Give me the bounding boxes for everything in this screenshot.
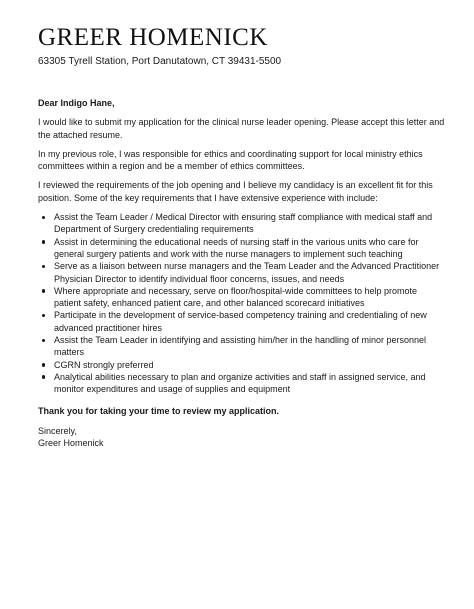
list-item: Where appropriate and necessary, serve on floor/hospital-wide committees to help promote patient safety, enhanced patient care, and other balanced scorecard initiatives: [38, 285, 446, 310]
applicant-address: 63305 Tyrell Station, Port Danutatown, CT 39431-5500: [38, 56, 282, 67]
signature-name: Greer Homenick: [38, 438, 104, 449]
list-item: Participate in the development of service-based competency training and credentialing of new advanced practitioner hires: [38, 309, 446, 334]
closing-line: Thank you for taking your time to review my application.: [38, 405, 280, 416]
salutation: Dear Indigo Hane,: [38, 98, 115, 108]
paragraph-intro: I would like to submit my application for the clinical nurse leader opening. Please accept this letter and the attached resume.: [38, 117, 445, 140]
list-item: Assist in determining the educational needs of nursing staff in the various units who care for general surgery patients and work with the nurse managers to implement such teaching: [38, 236, 446, 261]
list-item: Assist the Team Leader / Medical Director with ensuring staff compliance with medical staff and Department of Surgery credentialing requirements: [38, 211, 446, 236]
paragraph-previous-role: In my previous role, I was responsible for ethics and coordinating support for local ministry ethics committees within a region and be a member of ethics committees.: [38, 148, 423, 172]
experience-list: [38, 211, 446, 395]
paragraph-requirements: I reviewed the requirements of the job opening and I believe my candidacy is an excellent fit for this position. Some of the key requirements that I have extensive experience with include:: [38, 180, 433, 203]
list-item: CGRN strongly preferred: [38, 359, 446, 371]
list-item: Serve as a liaison between nurse managers and the Team Leader and the Advanced Practitioner Physician Director to identify individual floor concerns, issues, and needs: [38, 260, 446, 285]
applicant-name: GREER HOMENICK: [38, 24, 268, 51]
letter-body: [38, 97, 446, 449]
list-item: Analytical abilities necessary to plan and organize activities and staff in assigned service, and monitor expenditures and usage of supplies and equipment: [38, 371, 446, 396]
signoff: Sincerely,: [38, 425, 77, 436]
list-item: Assist the Team Leader in identifying and assisting him/her in the handling of minor personnel matters: [38, 334, 446, 359]
